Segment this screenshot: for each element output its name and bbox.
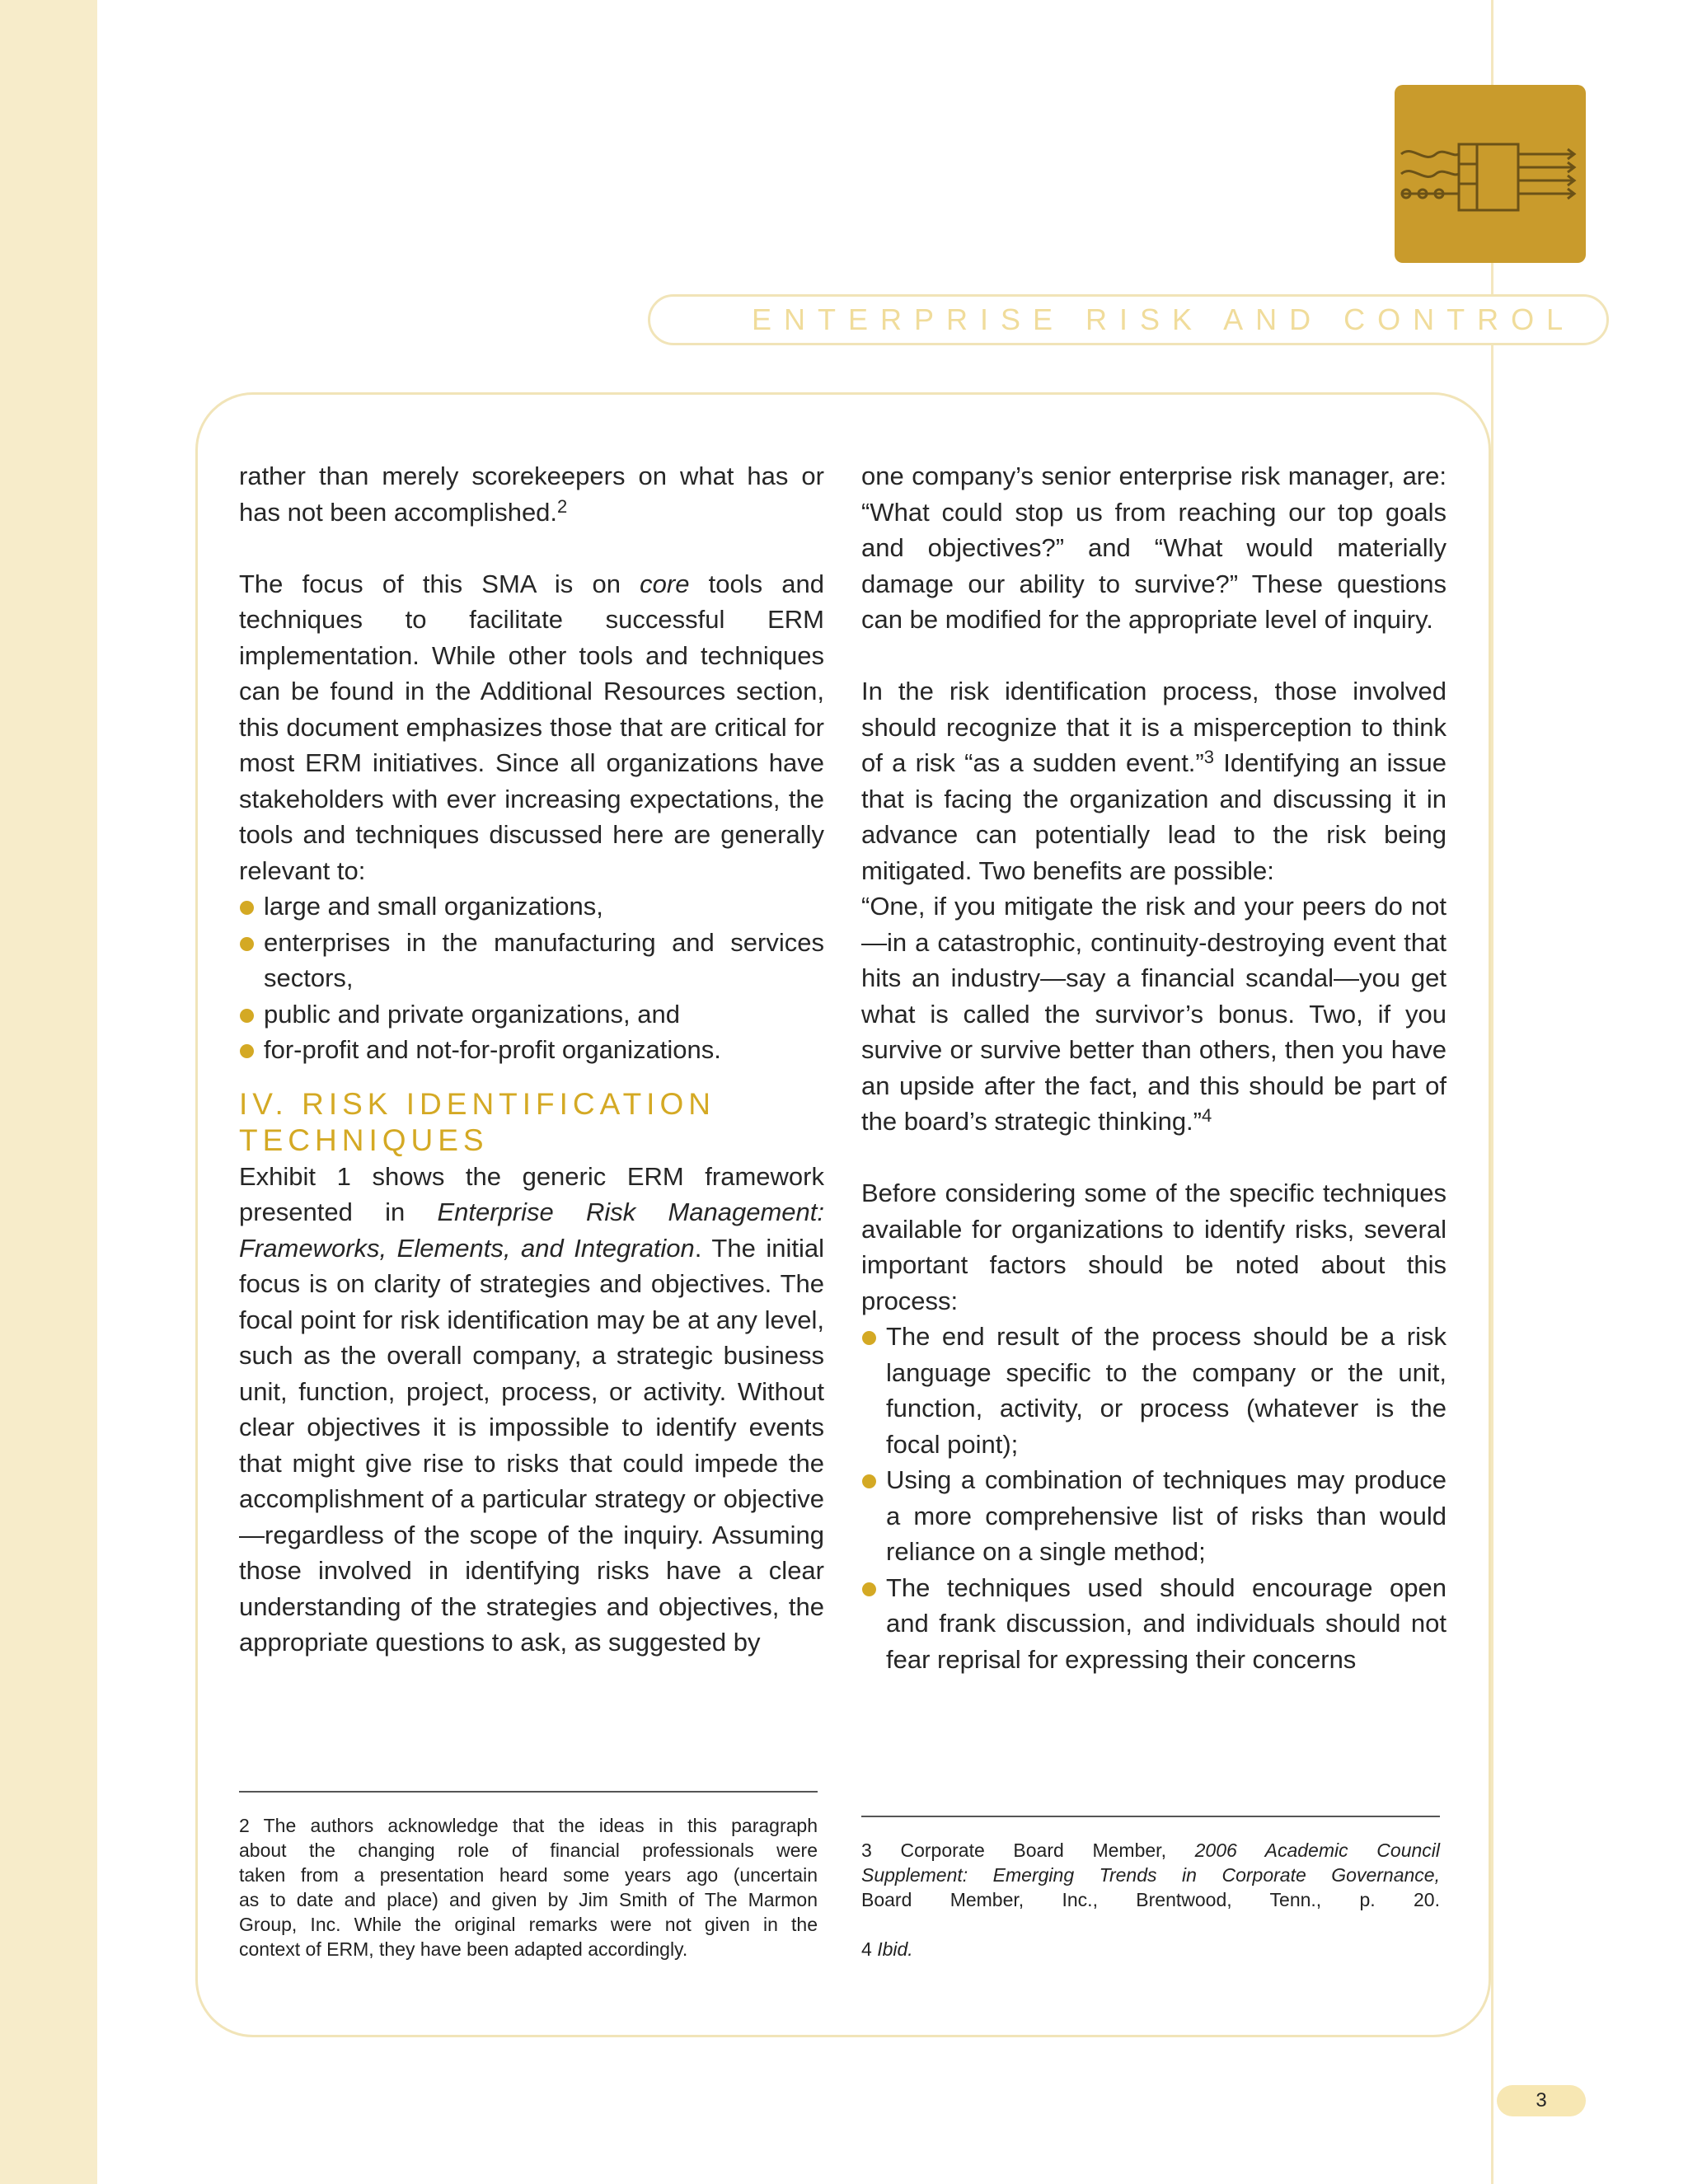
paragraph-role: rather than merely scorekeepers on what has or has not been accomplished.$^2$	[239, 462, 824, 527]
footnote-ref-3: 3	[1203, 747, 1214, 767]
paragraph-factors: Before considering some of the specific techniques available for organizations to identify risks, several important factors should be noted about this process:	[861, 1179, 1447, 1315]
right-column	[861, 458, 1447, 1677]
list-item: The end result of the process should be a risk language specific to the company or the unit, function, activity, or process (whatever is the focal point);	[861, 1319, 1447, 1462]
section-title: ENTERPRISE RISK AND CONTROL	[752, 302, 1576, 336]
footnote-ref-2: 2	[557, 495, 568, 517]
footnote-divider-left	[239, 1791, 818, 1793]
list-item: for-profit and not-for-profit organizations.	[239, 1032, 824, 1068]
paragraph-questions: one company’s senior enterprise risk manager, are: “What could stop us from reaching our top goals and objectives?” and “What would materially damage our ability to survive?” These questions can be modified for the appropriate level of inquiry.	[861, 462, 1447, 634]
paragraph-focus: The focus of this SMA is on core tools and techniques to facilitate successful ERM implementation. While other tools and techniques can be found in the Additional Resources section, this document emphasizes those that are critical for most ERM initiatives. Since all organizations have stakeholders with ever increasing expectations, the tools and techniques discussed here are generally relevant to:	[239, 569, 824, 885]
list-item: The techniques used should encourage open and frank discussion, and individuals should not fear reprisal for expressing their concerns	[861, 1570, 1447, 1678]
factors-bullet-list	[861, 1319, 1447, 1677]
footnote-3: 3 Corporate Board Member, 2006 Academic Council Supplement: Emerging Trends in Corporate Governance, Board Member, Inc., Brentwood, Tenn., p. 20.	[861, 1840, 1440, 1910]
left-margin-band	[0, 0, 97, 2184]
list-item: Using a combination of techniques may produce a more comprehensive list of risks than would reliance on a single method;	[861, 1462, 1447, 1570]
paragraph-exhibit: Exhibit 1 shows the generic ERM framework presented in Enterprise Risk Management: Frameworks, Elements, and Integration. The initial focus is on clarity of strategies and objectives. The focal point for risk identification may be at any level, such as the overall company, a strategic business unit, function, project, process, or activity. Without clear objectives it is impossible to identify events that might give rise to risks that could impede the accomplishment of a particular strategy or objective—regardless of the scope of the inquiry. Assuming those involved in identifying risks have a clear understanding of the strategies and objectives, the appropriate questions to ask, as suggested by	[239, 1161, 825, 1657]
left-column	[239, 458, 824, 1661]
circuit-chip-icon	[1395, 85, 1586, 263]
block-quote: “One, if you mitigate the risk and your peers do not—in a catastrophic, continuity-destroying event that hits an industry—say a financial scandal—you get what is called the survivor’s bonus. Two, if you survive or survive better than others, then you have an upside after the fact, and this should be part of the board’s strategic thinking.”$^4$	[861, 892, 1447, 1136]
emphasis-core: core	[640, 569, 690, 598]
list-item: large and small organizations,	[239, 888, 824, 925]
footnote-ref-4: 4	[1202, 1105, 1212, 1126]
footnote-divider-right	[861, 1816, 1440, 1817]
list-item: public and private organizations, and	[239, 996, 824, 1033]
section-heading: IV. RISK IDENTIFICATION TECHNIQUES	[239, 1086, 715, 1157]
page-number: 3	[1497, 2085, 1586, 2116]
list-item: enterprises in the manufacturing and services sectors,	[239, 925, 824, 996]
paragraph-identification: In the risk identification process, those involved should recognize that it is a misperception to think of a risk “as a sudden event.”$^3$ Identifying an issue that is facing the organization and discussing it in advance can potentially lead to the risk being mitigated. Two benefits are possible:	[861, 677, 1447, 885]
relevance-bullet-list	[239, 888, 824, 1068]
footnote-2: 2 The authors acknowledge that the ideas in this paragraph about the changing role of financial professionals were taken from a presentation heard some years ago (uncertain as to date and place) and given by Jim Smith of The Marmon Group, Inc. While the original remarks were not given in the context of ERM, they have been adapted accordingly.	[239, 1815, 818, 1960]
publication-title: Enterprise Risk Management: Frameworks, Elements, and Integration	[239, 1197, 825, 1263]
footnote-4: 4 Ibid.	[861, 1938, 913, 1960]
